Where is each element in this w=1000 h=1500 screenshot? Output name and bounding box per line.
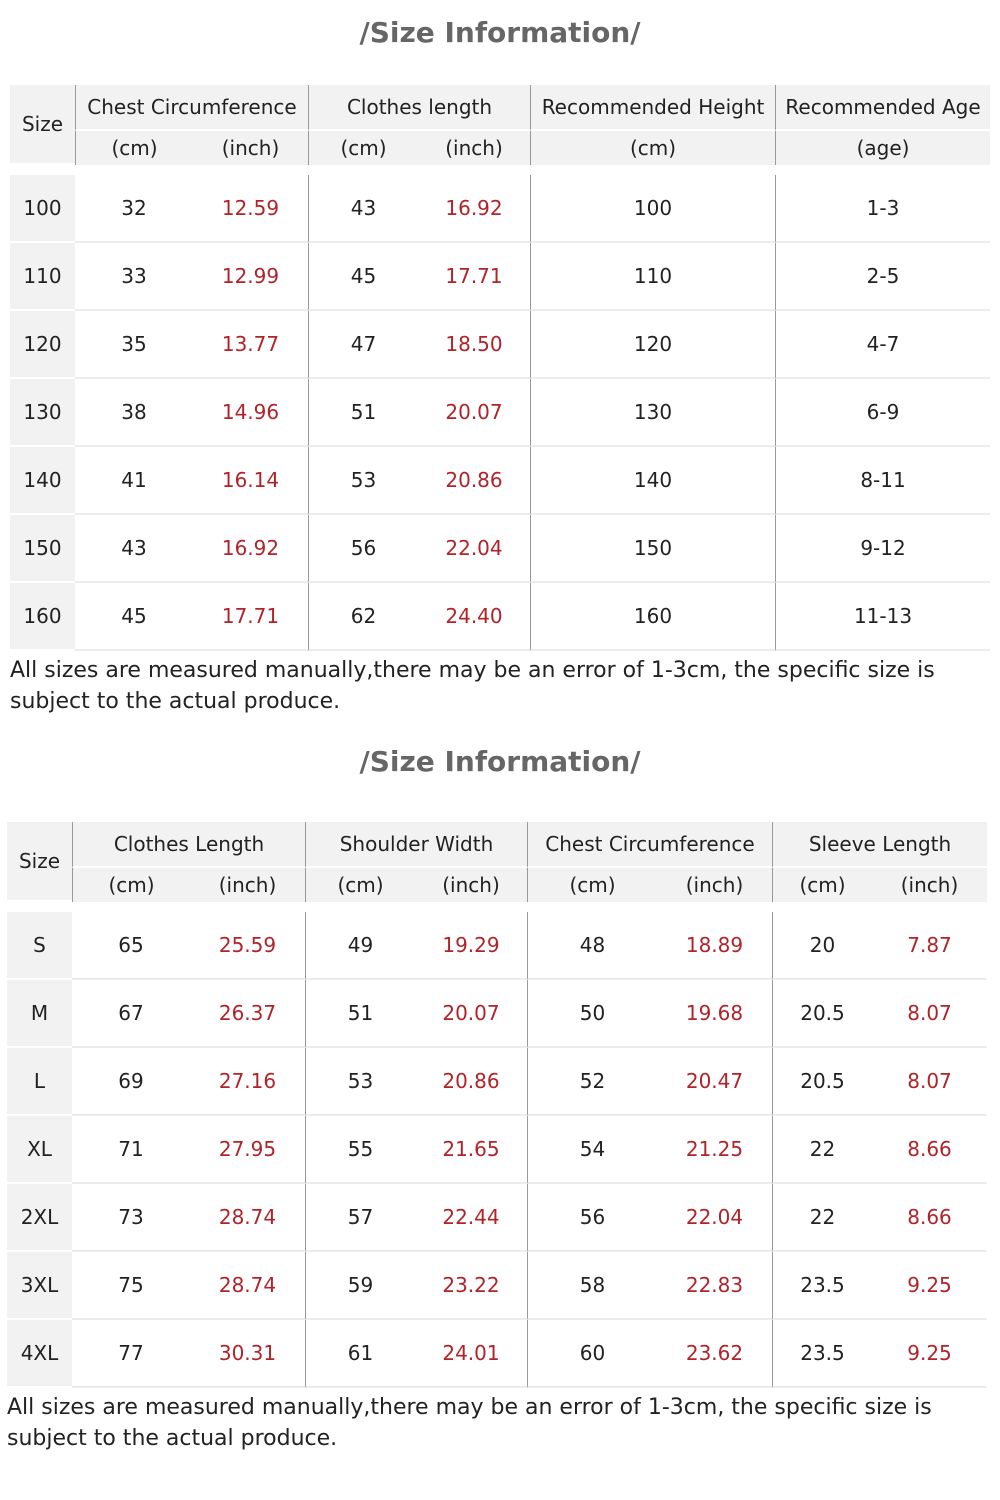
age-cell: 11-13 [775,583,990,651]
unit-age: (age) [775,131,990,165]
length-inch-cell: 28.74 [190,1252,305,1320]
chest-cm-cell: 48 [527,912,657,980]
length-inch-cell: 24.40 [418,583,530,651]
chest-inch-cell: 16.92 [193,515,308,583]
length-cm-cell: 56 [308,515,418,583]
measurement-note: All sizes are measured manually,there may be an error of 1-3cm, the specific size is subject to the actual produce. [7,1395,932,1451]
shoulder-inch-cell: 21.65 [415,1116,527,1184]
table-row [7,912,987,980]
unit-cm: (cm) [305,868,415,902]
adult-size-table [7,822,987,1388]
height-cm-cell: 160 [530,583,775,651]
length-inch-cell: 27.95 [190,1116,305,1184]
length-cm-cell: 51 [308,379,418,447]
sleeve-cm-cell: 20 [772,912,872,980]
table-row [10,583,990,651]
size-cell: 140 [10,447,75,515]
sleeve-cm-cell: 22 [772,1116,872,1184]
chest-cm-cell: 58 [527,1252,657,1320]
height-cm-cell: 140 [530,447,775,515]
length-cm-cell: 47 [308,311,418,379]
chest-cm-cell: 41 [75,447,193,515]
size-cell: 100 [10,175,75,243]
length-cm-cell: 69 [72,1048,190,1116]
chest-inch-cell: 19.68 [657,980,772,1048]
length-inch-cell: 17.71 [418,243,530,311]
sleeve-inch-cell: 8.66 [872,1116,987,1184]
chest-inch-cell: 22.04 [657,1184,772,1252]
chest-cm-cell: 32 [75,175,193,243]
chest-inch-cell: 23.62 [657,1320,772,1388]
size-column-header: Size [7,822,72,902]
size-cell: 130 [10,379,75,447]
unit-inch: (inch) [418,131,530,165]
length-inch-cell: 25.59 [190,912,305,980]
length-inch-cell: 20.86 [418,447,530,515]
sleeve-cm-cell: 20.5 [772,980,872,1048]
chest-inch-cell: 13.77 [193,311,308,379]
length-cm-cell: 62 [308,583,418,651]
chest-inch-cell: 18.89 [657,912,772,980]
chest-cm-cell: 35 [75,311,193,379]
chest-cm-cell: 38 [75,379,193,447]
chest-inch-cell: 14.96 [193,379,308,447]
sleeve-cm-cell: 23.5 [772,1252,872,1320]
height-cm-cell: 110 [530,243,775,311]
clothes-length-header: Clothes Length [72,822,305,868]
table-row [10,379,990,447]
height-cm-cell: 130 [530,379,775,447]
size-cell: 120 [10,311,75,379]
table-row [10,311,990,379]
size-cell: M [7,980,72,1048]
chest-cm-cell: 33 [75,243,193,311]
unit-inch: (inch) [190,868,305,902]
clothes-length-header: Clothes length [308,85,530,131]
chest-inch-cell: 17.71 [193,583,308,651]
shoulder-cm-cell: 55 [305,1116,415,1184]
unit-inch: (inch) [872,868,987,902]
shoulder-inch-cell: 22.44 [415,1184,527,1252]
unit-cm: (cm) [530,131,775,165]
size-cell: 150 [10,515,75,583]
height-cm-cell: 150 [530,515,775,583]
table-row [10,447,990,515]
chest-circumference-header: Chest Circumference [527,822,772,868]
age-cell: 2-5 [775,243,990,311]
length-cm-cell: 77 [72,1320,190,1388]
age-cell: 6-9 [775,379,990,447]
shoulder-cm-cell: 53 [305,1048,415,1116]
table-row [7,980,987,1048]
unit-cm: (cm) [308,131,418,165]
table-row [7,1048,987,1116]
age-cell: 4-7 [775,311,990,379]
kids-size-table [10,85,990,651]
length-cm-cell: 43 [308,175,418,243]
sleeve-cm-cell: 22 [772,1184,872,1252]
length-cm-cell: 71 [72,1116,190,1184]
table-row [10,175,990,243]
unit-inch: (inch) [193,131,308,165]
chest-cm-cell: 43 [75,515,193,583]
sleeve-inch-cell: 8.07 [872,1048,987,1116]
table-row [7,1320,987,1388]
chest-inch-cell: 12.59 [193,175,308,243]
length-cm-cell: 75 [72,1252,190,1320]
chest-inch-cell: 16.14 [193,447,308,515]
sleeve-inch-cell: 9.25 [872,1320,987,1388]
size-cell: 3XL [7,1252,72,1320]
height-cm-cell: 120 [530,311,775,379]
size-cell: 2XL [7,1184,72,1252]
table-row [10,515,990,583]
size-column-header: Size [10,85,75,165]
table-row [7,1252,987,1320]
unit-cm: (cm) [772,868,872,902]
shoulder-cm-cell: 51 [305,980,415,1048]
length-cm-cell: 65 [72,912,190,980]
shoulder-inch-cell: 20.07 [415,980,527,1048]
chest-cm-cell: 60 [527,1320,657,1388]
shoulder-cm-cell: 61 [305,1320,415,1388]
length-inch-cell: 18.50 [418,311,530,379]
shoulder-inch-cell: 20.86 [415,1048,527,1116]
chest-cm-cell: 52 [527,1048,657,1116]
length-inch-cell: 28.74 [190,1184,305,1252]
table-row [7,1184,987,1252]
size-cell: 160 [10,583,75,651]
size-info-title: /Size Information/ [359,745,641,778]
sleeve-cm-cell: 23.5 [772,1320,872,1388]
length-inch-cell: 20.07 [418,379,530,447]
sleeve-inch-cell: 9.25 [872,1252,987,1320]
length-cm-cell: 53 [308,447,418,515]
length-inch-cell: 27.16 [190,1048,305,1116]
shoulder-cm-cell: 57 [305,1184,415,1252]
sleeve-inch-cell: 7.87 [872,912,987,980]
shoulder-inch-cell: 24.01 [415,1320,527,1388]
age-cell: 9-12 [775,515,990,583]
recommended-age-header: Recommended Age [775,85,990,131]
unit-inch: (inch) [415,868,527,902]
chest-cm-cell: 54 [527,1116,657,1184]
size-cell: L [7,1048,72,1116]
height-cm-cell: 100 [530,175,775,243]
chest-circumference-header: Chest Circumference [75,85,308,131]
recommended-height-header: Recommended Height [530,85,775,131]
size-cell: 4XL [7,1320,72,1388]
size-info-title: /Size Information/ [359,16,641,49]
length-cm-cell: 67 [72,980,190,1048]
age-cell: 1-3 [775,175,990,243]
measurement-note: All sizes are measured manually,there may be an error of 1-3cm, the specific size is subject to the actual produce. [10,658,935,714]
length-cm-cell: 45 [308,243,418,311]
length-inch-cell: 26.37 [190,980,305,1048]
length-inch-cell: 16.92 [418,175,530,243]
unit-cm: (cm) [72,868,190,902]
shoulder-inch-cell: 23.22 [415,1252,527,1320]
sleeve-inch-cell: 8.07 [872,980,987,1048]
shoulder-cm-cell: 49 [305,912,415,980]
unit-cm: (cm) [527,868,657,902]
size-cell: XL [7,1116,72,1184]
sleeve-length-header: Sleeve Length [772,822,987,868]
chest-inch-cell: 20.47 [657,1048,772,1116]
size-cell: 110 [10,243,75,311]
table-row [10,243,990,311]
chest-cm-cell: 56 [527,1184,657,1252]
table-row [7,1116,987,1184]
chest-inch-cell: 12.99 [193,243,308,311]
shoulder-width-header: Shoulder Width [305,822,527,868]
sleeve-cm-cell: 20.5 [772,1048,872,1116]
age-cell: 8-11 [775,447,990,515]
shoulder-cm-cell: 59 [305,1252,415,1320]
shoulder-inch-cell: 19.29 [415,912,527,980]
chest-cm-cell: 45 [75,583,193,651]
length-inch-cell: 22.04 [418,515,530,583]
chest-inch-cell: 22.83 [657,1252,772,1320]
chest-cm-cell: 50 [527,980,657,1048]
size-cell: S [7,912,72,980]
sleeve-inch-cell: 8.66 [872,1184,987,1252]
unit-cm: (cm) [75,131,193,165]
unit-inch: (inch) [657,868,772,902]
length-inch-cell: 30.31 [190,1320,305,1388]
length-cm-cell: 73 [72,1184,190,1252]
chest-inch-cell: 21.25 [657,1116,772,1184]
